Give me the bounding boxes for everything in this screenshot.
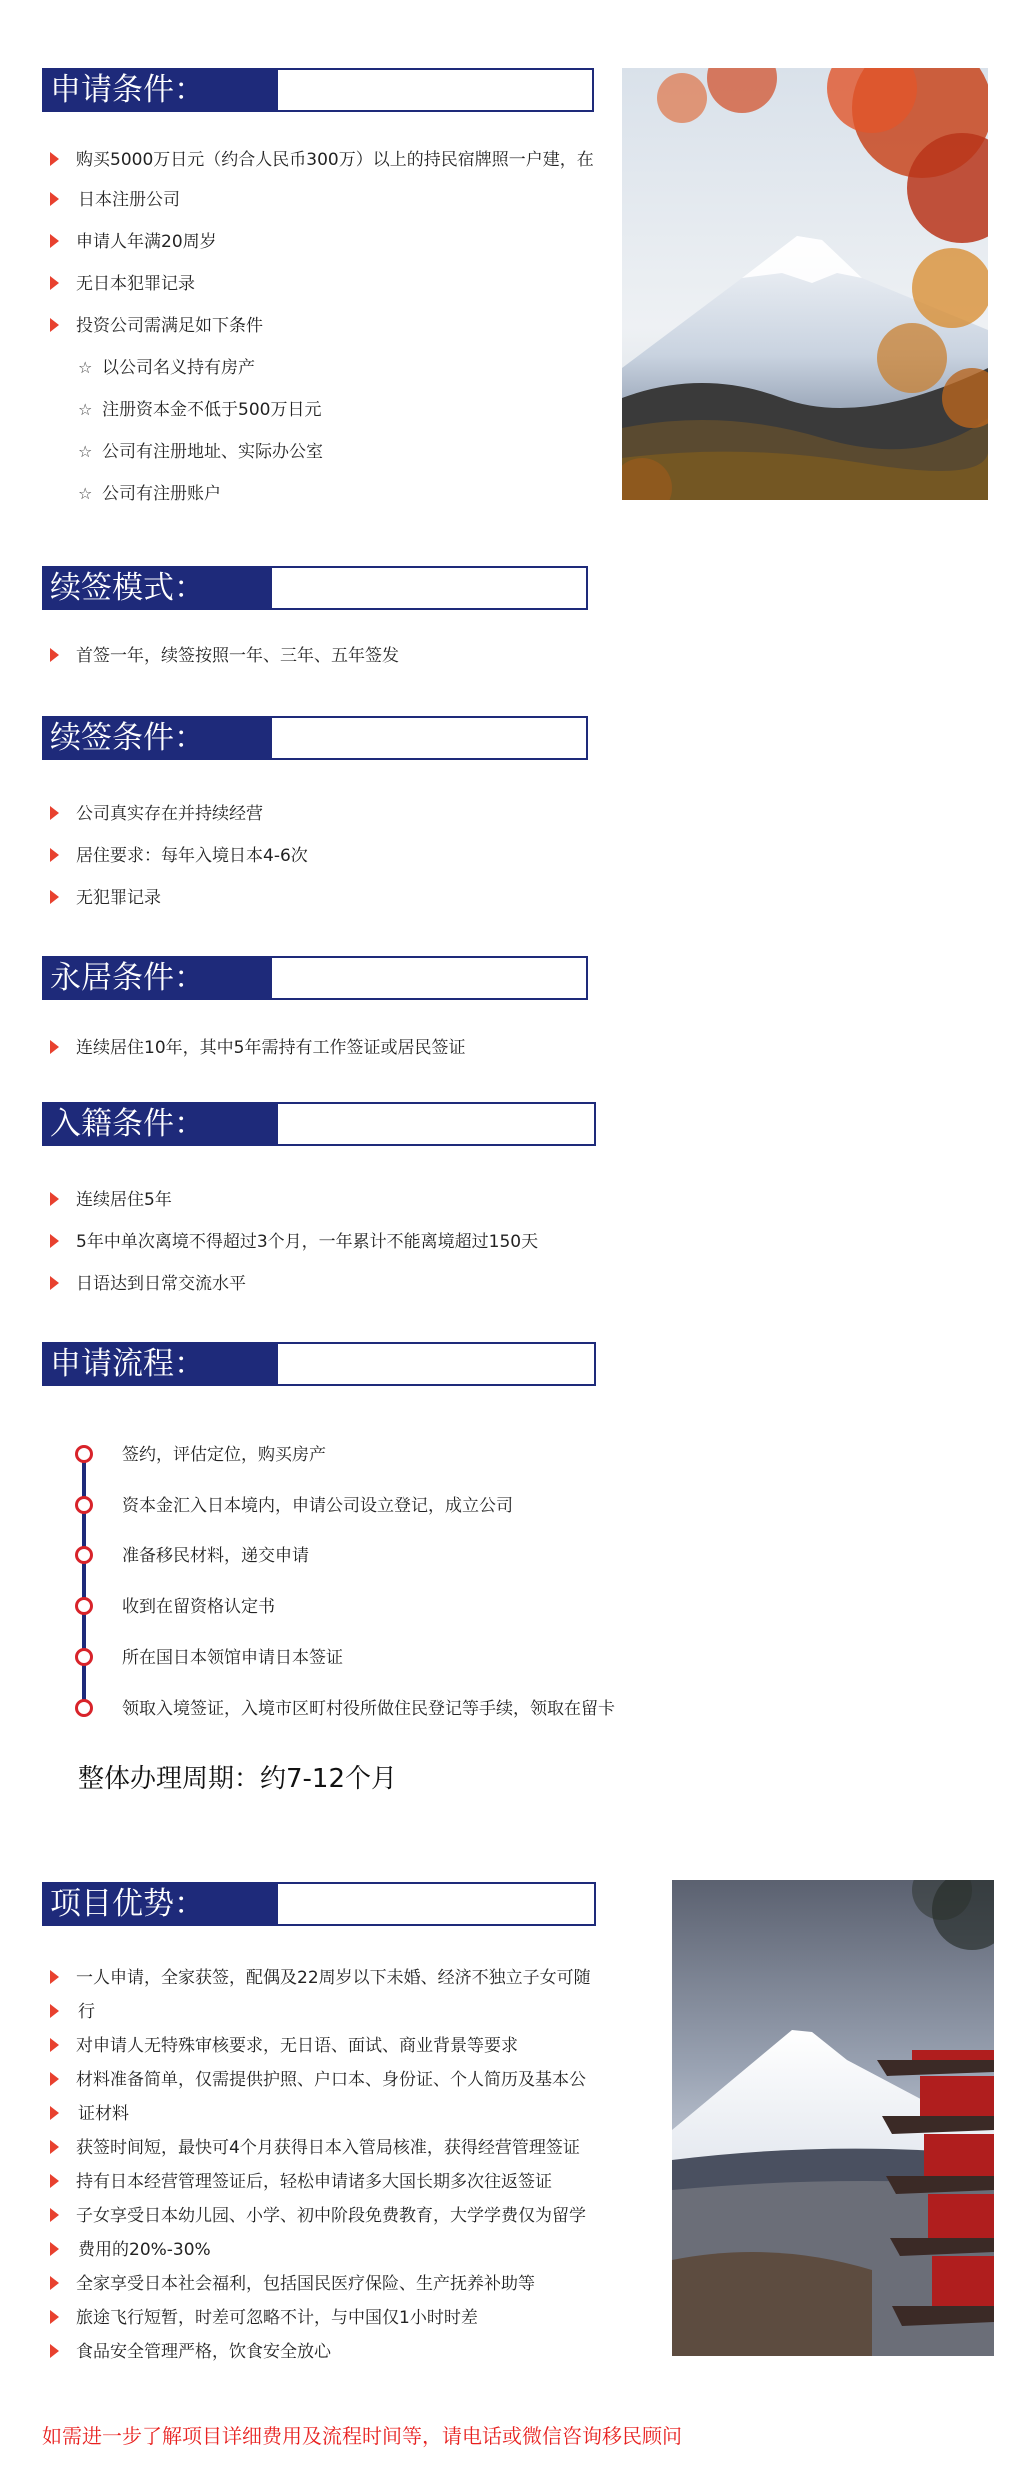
list-item: 公司真实存在并持续经营 [42, 800, 642, 828]
list-item-text: 费用的20%-30% [78, 2240, 211, 2260]
mount-fuji-pagoda-photo [672, 1880, 994, 2356]
list-item: 无日本犯罪记录 [42, 270, 602, 298]
list-item-continuation [42, 1998, 622, 2026]
section-title: 续签条件： [44, 718, 272, 758]
section-title: 永居条件： [44, 958, 272, 998]
timeline-dot [75, 1699, 93, 1717]
list-item-text: 日本注册公司 [78, 190, 180, 210]
list-item: 材料准备简单，仅需提供护照、户口本、身份证、个人简历及基本公 [42, 2066, 622, 2094]
processing-cycle: 整体办理周期：约7-12个月 [78, 1764, 398, 1794]
star-icon: ☆ [78, 358, 93, 377]
apply-conditions-list [42, 146, 602, 508]
section-header-process [42, 1342, 596, 1386]
sub-list-item [42, 354, 602, 382]
list-item-continuation [42, 186, 602, 214]
advantages-list [42, 1964, 622, 2366]
process-step: 资本金汇入日本境内，申请公司设立登记，成立公司 [122, 1496, 513, 1516]
section-title: 续签模式： [44, 568, 272, 608]
process-step: 领取入境签证，入境市区町村役所做住民登记等手续，领取在留卡 [122, 1699, 615, 1719]
sub-item-text: 公司有注册账户 [102, 484, 221, 504]
list-item-continuation [42, 2100, 622, 2128]
section-header-renewal-conditions [42, 716, 588, 760]
sub-list-item [42, 438, 602, 466]
process-step: 签约，评估定位，购买房产 [122, 1445, 326, 1465]
section-header-apply [42, 68, 594, 112]
section-title: 项目优势： [44, 1884, 278, 1924]
mount-fuji-autumn-photo [622, 68, 988, 500]
renewal-mode-list [42, 642, 642, 670]
sub-item-text: 以公司名义持有房产 [102, 358, 255, 378]
list-item: 旅途飞行短暂，时差可忽略不计，与中国仅1小时时差 [42, 2304, 622, 2332]
timeline-dot [75, 1546, 93, 1564]
list-item-text: 证材料 [78, 2104, 129, 2124]
list-item: 持有日本经营管理签证后，轻松申请诸多大国长期多次往返签证 [42, 2168, 622, 2196]
sub-item-text: 注册资本金不低于500万日元 [102, 400, 322, 420]
sub-item-text: 公司有注册地址、实际办公室 [102, 442, 323, 462]
list-item: 全家享受日本社会福利，包括国民医疗保险、生产抚养补助等 [42, 2270, 622, 2298]
list-item: 子女享受日本幼儿园、小学、初中阶段免费教育，大学学费仅为留学 [42, 2202, 622, 2230]
process-step: 收到在留资格认定书 [122, 1597, 275, 1617]
list-item: 对申请人无特殊审核要求，无日语、面试、商业背景等要求 [42, 2032, 622, 2060]
renewal-conditions-list [42, 800, 642, 912]
section-header-permanent-residence [42, 956, 588, 1000]
timeline-dot [75, 1445, 93, 1463]
list-item: 连续居住5年 [42, 1186, 682, 1214]
star-icon: ☆ [78, 400, 93, 419]
list-item: 投资公司需满足如下条件 [42, 312, 602, 340]
list-item: 无犯罪记录 [42, 884, 642, 912]
list-item-text: 行 [78, 2002, 95, 2022]
list-item: 居住要求：每年入境日本4-6次 [42, 842, 642, 870]
section-title: 申请流程： [44, 1344, 278, 1384]
list-item: 购买5000万日元（约合人民币300万）以上的持民宿牌照一户建，在 [42, 146, 602, 174]
process-step: 准备移民材料，递交申请 [122, 1546, 309, 1566]
list-item: 申请人年满20周岁 [42, 228, 602, 256]
list-item: 食品安全管理严格，饮食安全放心 [42, 2338, 622, 2366]
section-title: 申请条件： [44, 70, 278, 110]
list-item: 5年中单次离境不得超过3个月，一年累计不能离境超过150天 [42, 1228, 682, 1256]
timeline-dot [75, 1648, 93, 1666]
list-item: 获签时间短，最快可4个月获得日本入管局核准，获得经营管理签证 [42, 2134, 622, 2162]
timeline-dot [75, 1597, 93, 1615]
star-icon: ☆ [78, 442, 93, 461]
timeline-line [82, 1452, 86, 1708]
list-item: 连续居住10年，其中5年需持有工作签证或居民签证 [42, 1034, 682, 1062]
list-item: 日语达到日常交流水平 [42, 1270, 682, 1298]
star-icon: ☆ [78, 484, 93, 503]
timeline-dot [75, 1496, 93, 1514]
sub-list-item [42, 396, 602, 424]
section-header-naturalization [42, 1102, 596, 1146]
list-item: 首签一年，续签按照一年、三年、五年签发 [42, 642, 642, 670]
naturalization-list [42, 1186, 682, 1298]
section-header-advantages [42, 1882, 596, 1926]
list-item: 一人申请，全家获签，配偶及22周岁以下未婚、经济不独立子女可随 [42, 1964, 622, 1992]
footer-consult-note: 如需进一步了解项目详细费用及流程时间等，请电话或微信咨询移民顾问 [42, 2424, 682, 2448]
list-item-continuation [42, 2236, 622, 2264]
permanent-residence-list [42, 1034, 682, 1062]
sub-list-item [42, 480, 602, 508]
section-title: 入籍条件： [44, 1104, 278, 1144]
section-header-renewal-mode [42, 566, 588, 610]
process-step: 所在国日本领馆申请日本签证 [122, 1648, 343, 1668]
